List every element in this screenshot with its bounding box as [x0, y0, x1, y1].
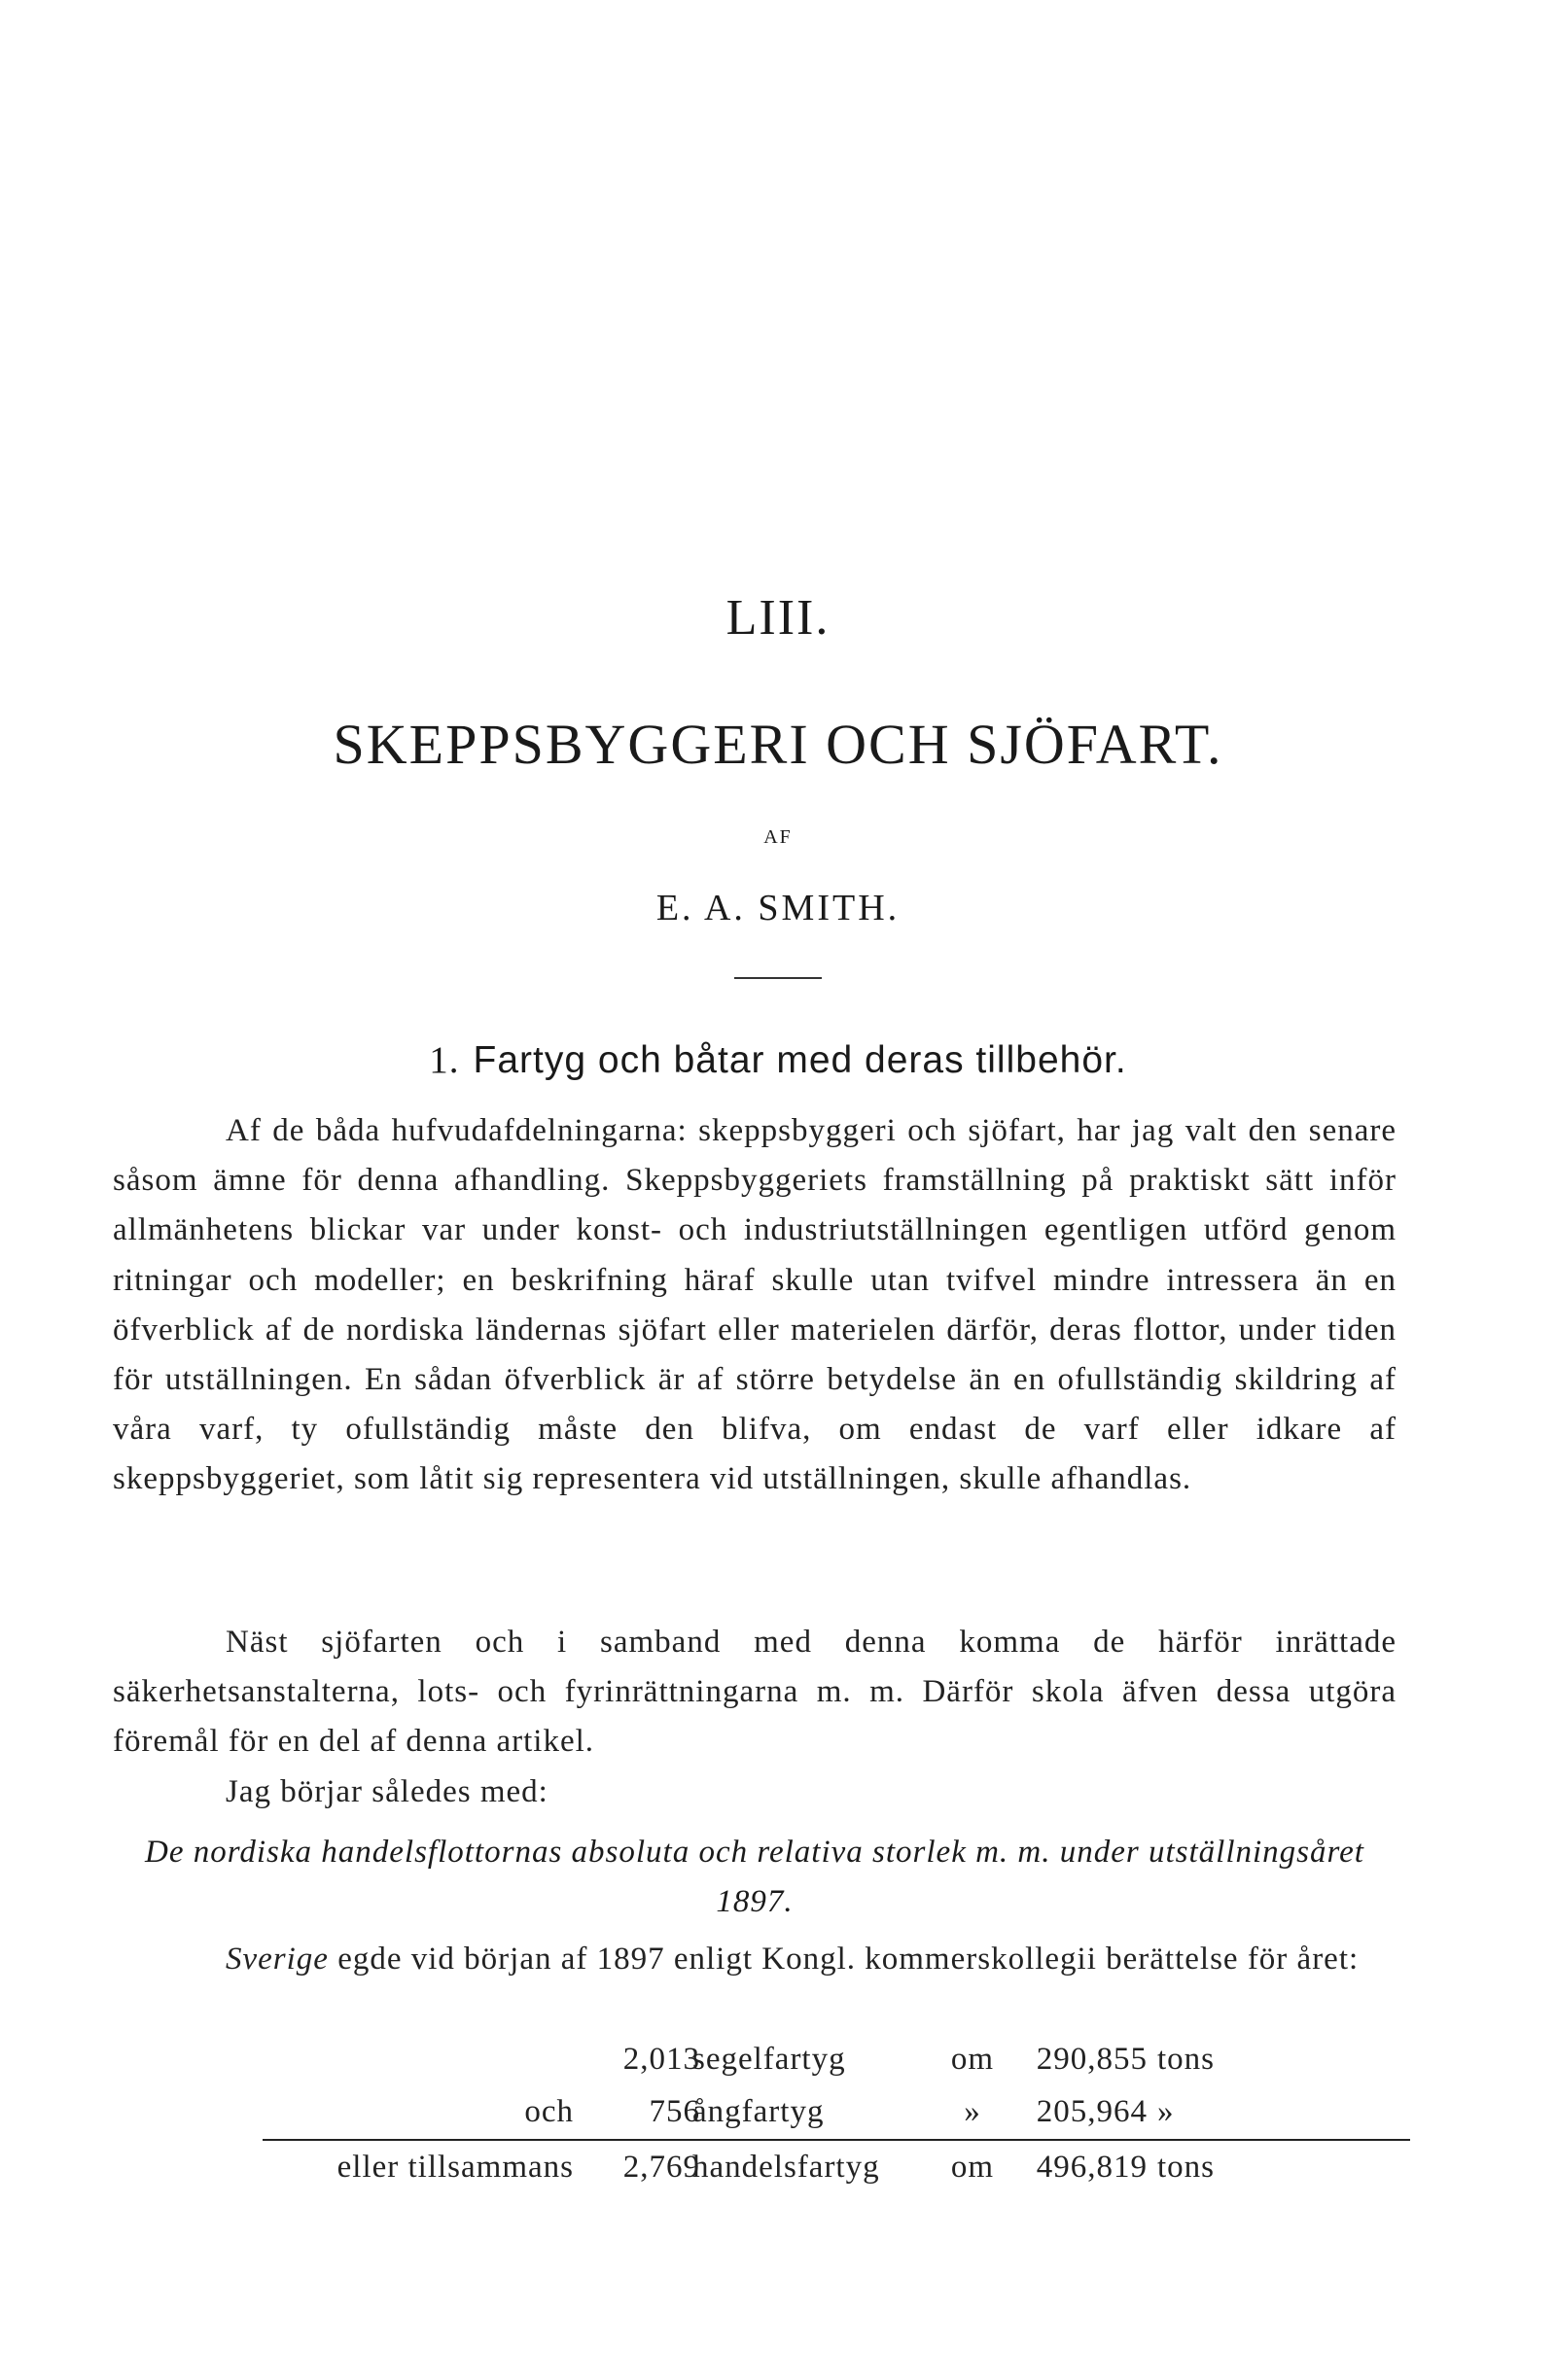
byline-label: AF [763, 826, 793, 848]
tonnage-unit: tons [1157, 2042, 1216, 2077]
divider-rule [734, 977, 822, 979]
ship-type: segelfartyg [692, 2042, 846, 2077]
section-title: Fartyg och båtar med deras tillbehör. [473, 1039, 1127, 1081]
ship-type: handelsfartyg [692, 2150, 880, 2185]
paragraph-1: Af de båda hufvudafdelningarna: skeppsbyggeri och sjöfart, har jag valt den senare såsom ämne för denna afhandling. Skeppsbyggeriets framställning på praktiskt sätt inför allmänhetens blickar var under konst- och industriutställningen egentligen utförd genom ritningar och modeller; en beskrifning häraf skulle utan tvifvel mindre intressera än en öfverblick af de nordiska ländernas sjöfart eller materielen därför, deras flottor, under tiden för utställningen. En sådan öfverblick är af större betydelse än en ofullständig skildring af våra varf, ty ofullständig måste den blifva, om endast de varf eller idkare af skeppsbyggeriet, som låtit sig representera vid utställningen, skulle afhandlas. [113, 1113, 1397, 1497]
sum-rule [263, 2139, 1410, 2141]
section-number: 1. [429, 1039, 460, 1081]
ship-count: 756 [649, 2094, 700, 2129]
om-word: om [950, 2042, 995, 2077]
ship-count: 2,769 [622, 2150, 700, 2185]
author-name: E. A. SMITH. [655, 888, 901, 928]
chapter-title: SKEPPSBYGGERI OCH SJÖFART. [333, 713, 1223, 776]
section-heading [0, 1038, 1556, 1082]
paragraph-3: Jag börjar således med: [226, 1774, 548, 1809]
om-word: om [950, 2150, 995, 2185]
row-prefix: och [524, 2094, 574, 2129]
tonnage-unit: tons [1157, 2150, 1216, 2185]
italic-subheading: De nordiska handelsflottornas absoluta och relativa storlek m. m. under utställningsåret 1897. [145, 1835, 1364, 1919]
row-prefix: eller tillsammans [336, 2150, 574, 2185]
paragraph-sweden-text: egde vid början af 1897 enligt Kongl. kommerskollegii berättelse för året: [328, 1942, 1360, 1977]
tonnage: 290,855 [1036, 2042, 1148, 2077]
ship-type: ångfartyg [692, 2094, 825, 2129]
chapter-number: LIII. [725, 590, 831, 646]
ship-count: 2,013 [622, 2042, 700, 2077]
paragraph-2: Näst sjöfarten och i samband med denna komma de härför inrättade säkerhetsanstalterna, lots- och fyrinrättningarna m. m. Därför skola äfven dessa utgöra föremål för en del af denna artikel. [113, 1625, 1397, 1760]
tonnage: 496,819 [1036, 2150, 1148, 2185]
om-word: » [964, 2094, 981, 2129]
paragraph-sweden [113, 1935, 1397, 1984]
country-name: Sverige [226, 1942, 329, 1977]
tonnage: 205,964 [1036, 2094, 1148, 2129]
tonnage-unit: » [1157, 2094, 1175, 2129]
